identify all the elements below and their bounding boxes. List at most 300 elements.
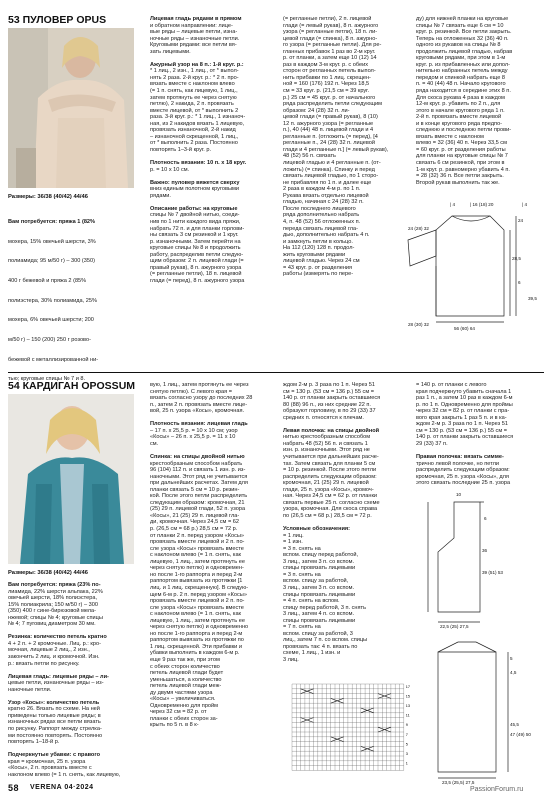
text-line: края подчеркнуто убавить сначала 1 [416,388,512,395]
text-line: образом: 24 (28) 32 п. ли- [283,107,350,114]
text-line: связать первые 25 п. согласно схеме [283,499,380,506]
text-line: изнаночных рядах все петли вязать [8,719,101,726]
line: Вам потребуется: пряжа 1 (82% [8,219,96,226]
label-5: 5 [510,656,513,661]
text-line: через снятую петлю) и одновремен- [150,565,244,572]
text-line: = 4 п. снять на вспом. [283,598,340,605]
text-line: Для скоса рукава 4 раза в каждом [416,94,505,101]
text-line: связать 6 см резинкой, при этом в [416,160,505,167]
text-line: 15% полиакрила; 150 м/50 г) – 300 [8,601,98,608]
chart-row-number: 13 [405,704,411,708]
text-line: вого края закрыть 1 раз 5 п. и в ка- [416,414,507,421]
text-line: кой. После этого петли распределить [150,493,248,500]
pullover-schematic [404,196,548,336]
text-line: р. изнаночными. Затем перейти на [150,238,241,245]
instructions-col2-54 [150,382,280,729]
text-line: р. (26,5 см = 68 р.) 28,5 см = 72 р. [150,526,238,533]
line: бежевой с металлизированной ни- [8,356,99,363]
text-line: нять 2 раза. 2-й круг. р.: * 2 п. про- [150,74,239,81]
text-line: повторять 1–18-й р. [8,739,60,746]
text-line: Резинка: количество петель кратно [8,634,107,641]
text-line: = 10 р. резинкой. После этого петли [283,467,377,474]
label-10: 10 [456,492,462,497]
text-line: ди, кромочная. Через 24,5 см = 62 [150,519,239,526]
text-line: 3 лиц. [283,656,299,663]
text-line: но после 1-го раппорта и перед 2-м [150,630,243,637]
label-36: 36 [482,548,488,553]
text-line: переда связать лицевой гла- [283,225,358,232]
text-line: 140 р. от планки закрыть оставшиеся [416,434,514,441]
section-title-53 [8,14,106,26]
text-line: изн. р. изнаночными. Этот ряд не [283,447,370,454]
text-line: Подчеркнутые убавки: с правого [8,752,101,759]
text-line: ряда распределить петли следующим [283,101,382,108]
text-line: = 43 круг. р. от разделения [283,264,353,271]
text-line: петель лицевой глади будет [150,670,224,677]
text-line: Рукава вязать отдельно лицевой [283,192,369,199]
text-line: п. = 40 (44) 48 п. Начало кругового [416,81,506,88]
chart-row-number: 11 [405,713,410,718]
text-line: лицевую, 1 лиц., затем протянуть ее [150,558,245,565]
text-line: планки связать 5 см = 10 р. резин- [150,486,240,493]
text-line: средних п. относятся к плечам. [283,414,364,421]
text-line: вязать согласно узору до последних 28 [150,395,253,402]
text-line: круговыми рядами, при этом в 1-м [416,55,506,62]
text-line: раз 1 п., а затем 10 раз в каждом 6-м [416,395,513,402]
cable-cross-symbol [361,746,374,751]
text-line: лиамида, 22% шерсти альпака, 22% [8,588,103,595]
cables-chart-grid [284,680,414,778]
text-line: раза. 3-й круг. р.: * 1 лиц., 1 изнаноч- [150,114,246,121]
cable-cross-symbol [301,718,314,723]
text-line: № 4; 7 пуговиц диаметром 30 мм. [8,621,96,628]
cables-chart [284,680,414,778]
text-line: цевой глади (= спинка), 8 п. ажурно- [283,35,378,42]
cable-cross-symbol [378,694,391,699]
section-number: 53 [8,14,20,26]
text-line: Плотность вязания: 10 п. х 18 круг. [150,160,247,167]
text-line: Узор «Косы»: количество петель [8,699,100,706]
text-line: = 3 п. снять на [283,545,321,552]
text-line: (= регланные петли), 2 п. лицевой [283,16,372,22]
text-line: Правая полочка: вязать симме- [416,454,504,461]
text-line: узора (= регланные петли), 18 п. ли- [283,29,378,36]
cardigan-schematic-drawing [418,492,546,782]
text-line: лиц., затем 7 п. со вспом. спицы [283,637,368,644]
text-line: п.), 40 (44) 48 п. лицевой глади и 4 [283,127,374,134]
top-label-1: | 4 [450,202,456,207]
text-line: нжевой; спицы № 4; круговые спицы [8,614,103,621]
text-line: кромочная, 25 п. узора «Косы», для [416,473,509,480]
text-line: Описание работы: на круговые [150,205,238,212]
text-line: убавки выполнить в каждом 6-м р. [150,650,240,657]
cable-cross-symbol [331,698,344,703]
text-line: трично левой полочке, но петли [416,460,500,467]
text-line: провязать вместе лицевой и 2 п. по- [150,539,245,546]
text-line: от * выполнить 2 раза. Постоянно [150,140,238,147]
chart-row-number: 9 [405,723,408,728]
section-divider [8,372,544,373]
text-line: 48 (52) 56 п. связать [283,153,336,160]
text-line: продолжить лицевой гладью, набрав [416,48,513,55]
text-line: 80 (88) 96 п., из них средние 22 п. [283,401,371,408]
text-line: = 60 круг. р. от разделения работы [416,146,506,153]
page-number: 58 [8,783,20,793]
sleeve-label: 24 (28) 32 [408,226,429,231]
top-label-2: | 16 (18) 20 [470,202,494,207]
chart-row-number: 17 [405,684,411,689]
text-line: (350) 400 г сине-бирюзовой мела- [8,608,97,615]
text-line: и замкнуть петли в кольцо. [283,238,353,245]
text-line: ждом 2-м р. 3 раза по 1 п. Через 51 [283,382,375,388]
text-line: раппортом вывязать из протяжки по [150,637,244,644]
cable-cross-symbol [361,708,374,713]
label-4-5: 4,5 [510,670,517,675]
text-line: вязать вместе с наклоном [416,133,484,140]
materials-block-54 [8,582,148,778]
text-line: но после 1-го раппорта и перед 2-м [150,571,243,578]
section-name: ПУЛОВЕР OPUS [22,14,107,26]
text-line: ная, из 2 накидов вязать 1 лицевую, [150,120,245,127]
text-line: схеме, 1 лиц., 1 изн. и [283,650,341,657]
cardigan-schematic [418,492,546,785]
text-line: дью, дополнительно набрать 4 п. [283,232,370,239]
text-line: этого связать последние 25 п. узора [416,480,511,487]
text-line: лицевую, 1 лиц., затем протянуть ее [150,617,245,624]
text-line: сле узора «Косы» провязать вместе [150,545,244,552]
text-line: (= регланные петли), 18 п. лицевой [150,271,242,278]
text-line: вязать вместе с наклоном влево [150,81,235,88]
text-line: 140 р. от планки закрыть оставшиеся [283,395,381,402]
text-line: спицы № 7 связать еще 6 см = 10 [416,22,504,29]
text-line: с наклоном влево (= 1 п. снять, как [150,611,242,618]
text-line: ду двумя частями узора [150,689,213,696]
text-line: см. [150,440,159,447]
text-line: см = 130 р. (53 см = 136 р.) 55 см = [416,427,507,434]
text-line: р. = 10 х 10 см. [150,166,190,173]
text-line: влево = 32 (36) 40 п. Через 33,5 см [416,140,507,147]
section-number: 54 [8,380,20,392]
line: 400 г бежевой и пряжа 2 (85% [8,278,87,285]
text-line: с обеих сторон количество [150,663,220,670]
instructions-col3-54 [283,382,413,664]
label-width: 22,5 (25) 27,5 [440,624,469,629]
text-line: р. от планки, а затем еще 10 (12) 14 [283,55,377,62]
text-line: «Косы», 2 п. провязать вместе с [8,765,92,772]
text-line: кромочная, 21 (25) 29 п. лицевой [283,480,369,487]
text-line: затем протянуть ее через снятую [150,94,237,101]
text-line: правый рукав), 8 п. ажурного узора [150,264,242,271]
sizes-label-53: Размеры: 36/38 (40/42) 44/46 [8,194,88,200]
text-line: р. по 1 п. Одновременно для проймы [416,401,513,408]
text-line: спицу перед работой, 3 п. снять [283,604,367,611]
cable-cross-symbol [301,689,314,694]
text-line: цевые петли, изнаночные ряды – из- [8,680,104,687]
text-line: 4, п. 48 (52) 56 отложенных п. [283,218,361,225]
text-line: = 1 лиц. [283,532,304,539]
instructions-col3-53 [283,16,413,278]
text-line: 2-й п. провязать вместе лицевой [416,114,502,121]
text-line: Важно: пуловер вяжется сверху [150,179,240,186]
text-line: 12-м круг. р. убавить по 2 п., для [416,101,501,108]
text-line: от планки 2 п. перед узором «Косы» [150,532,245,539]
text-line: 29 (33) 37 п. [416,440,448,447]
text-line: еще 9 раз так же, при этом [150,656,220,663]
text-line: этого в начале кругового ряда 1 п. [416,107,505,114]
sizes-label-54: Размеры: 36/38 (40/42) 44/46 [8,570,88,576]
text-line: образуют горловину, в по 29 (33) 37 [283,408,376,415]
text-line: спицы провязать лицевыми [283,591,356,598]
label-len2: 47 (49) 50 [510,732,531,737]
chart-row-number: 7 [405,732,408,737]
label-6: 6 [484,516,487,521]
text-line: края = кромочная, 25 п. узора [8,758,86,765]
text-line: сле узора «Косы» провязать вместе [150,604,244,611]
pullover-photo-illustration [8,28,134,188]
text-line: Вам потребуется: пряжа (23% по- [8,582,101,588]
text-line: р.) 25 см = 45 круг. р. от начального [283,94,376,101]
text-line: ряда дополнительно набрать [283,212,360,219]
text-line: раппортом вывязать из протяжки [1 [150,578,243,585]
text-line: раз в каждом 3-м круг. р. с обеих [283,61,368,68]
text-line: уменьшаться, а количество [150,676,222,683]
text-line: следующим образом: кромочная, 21 [150,499,245,506]
line: мохера, 15% овечьей шерсти, 3% [8,238,96,245]
text-line: лиц. и 1 лиц. скрещенную]. В следую- [150,584,249,591]
cardigan-photo-illustration [8,394,134,564]
section-name: КАРДИГАН OPOSSUM [22,380,136,392]
right-label-2: 6 [518,280,521,285]
text-line: петлю), 2 накида, 2 п. провязать [150,101,234,108]
text-line: жить круговыми рядами [283,251,346,258]
model-photo-pullover [8,28,134,188]
text-line: = 7 п. снять на [283,624,321,631]
text-line: * 1 лиц., 2 изн., 1 лиц., от * выпол- [150,68,239,75]
text-line: круг. р. резинкой. Все петли закрыть. [416,29,512,36]
text-line: 3 лиц., затем 3 п. со вспом. [283,558,355,565]
text-line: через снятую петлю) и одновременно [150,624,249,631]
magazine-name: VERENA 04·2024 [30,784,94,791]
text-line: 96 (104) 112 п. и связать 1 изн. р. из- [150,467,246,474]
text-line: регланные п. (отложить (= перед), [4 [283,133,378,140]
site-watermark: PassionForum.ru [470,786,524,793]
text-line: вые ряды – лицевые петли, изна- [150,29,238,36]
text-line: мочная, лицевые 2 лиц., 2 изн., [8,647,90,654]
text-line: зать лицевыми. [150,48,191,55]
text-line: передом и спинкой набрать еще 8 [416,74,505,81]
text-line: «Косы», 21 (25) 29 п. лицевой гла- [150,512,240,519]
text-line: глади, 25 п. узора «Косы», кромоч- [283,486,374,493]
text-line: крыть по 5 п. в 8 к- [150,722,199,729]
text-line: повторять 1–3-й круг. р. [150,146,212,153]
text-line: = 28 (32) 36 п. Все петли закрыть. [416,173,504,180]
text-line: узора, кромочная. Для скоса справа [283,506,378,513]
top-label-3: | 4 [522,202,528,207]
text-line: п., затем 2 п. провязать вместе лице- [150,401,248,408]
bottom-right-label: 56 (60) 64 [454,326,475,331]
text-line: круговые спицы № 8 и продолжить [150,245,241,252]
text-line: = 1 изн. [283,539,303,546]
line: мохера, 6% овечьей шерсти; 200 [8,317,94,324]
text-line: кратно 26. Вязать по схеме. На ней [8,706,100,713]
text-line: тах. Затем связать для планки 5 см [283,460,376,467]
chart-row-number: 5 [405,742,408,747]
text-line: петель лицевой глади меж- [150,683,222,690]
text-line: закончить 2 лиц. и кромочной. Изн. [8,654,100,661]
label-45-5: 45,5 [510,722,519,727]
text-line: и в конце кругового ряда предпо- [416,120,503,127]
text-line: спицы провязать лицевыми [283,565,356,572]
text-line: После последнего лицевого [283,205,356,212]
text-line: вую, 1 лиц., затем протянуть ее через [150,382,249,388]
text-line: (25) 29 п. лицевой глади, 52 п. узора [150,506,246,513]
text-line: – изнаночной скрещенной, 1 лиц., [150,133,239,140]
text-line: вспом. спицу перед работой, [283,552,359,559]
text-line: и обратном направлении: лице- [150,22,233,29]
text-line: по (26,5 см = 68 р.) 28,5 см = 72 р. [283,512,372,519]
text-line: ны связать 3 см резинкой и 1 круг. [150,232,239,239]
text-line: наночными. Этот ряд не учитывается [150,473,248,480]
text-line: следнюю и последнюю петли прови- [416,127,512,134]
section-title-54 [8,380,135,392]
text-line: 2 раза в каждом 4-м р. по 1 п. [283,186,361,193]
text-line: набрать 48 (52) 56 п. и связать 1 [283,440,368,447]
text-line: овечьей шерсти, 18% полиэстера, [8,595,98,602]
text-line: гладью, начиная с 24 (28) 32 п. [283,199,364,206]
text-line: с наклоном влево (= 1 п. снять, как [150,552,242,559]
text-line: гланных прибавок 1 раз во 2-м круг. [283,48,376,55]
text-line: через 32 см = 82 р. от планки с пра- [416,408,510,415]
label-len: 39 (51) 53 [482,570,503,575]
text-line: 4 + 2 п. + 2 кромочные. Лиц. р.: кро- [8,640,101,647]
text-line: Спинка: на спицы двойной нитью [150,454,245,461]
text-line: вспом. спицу за работой, 3 [283,630,353,637]
text-line: планки с обеих сторон за- [150,715,218,722]
cable-cross-symbol [331,737,344,742]
text-line: щим образом: 2 п. лицевой глади (= [150,258,244,265]
text-line: распределить следующим образом: [416,467,510,474]
text-line: рядами. [150,192,171,199]
cable-cross-symbol [378,727,391,732]
text-line: набрать 72 п. и для планки горлови- [150,225,245,232]
text-line: наночные петли. [8,686,52,693]
text-line: одного из рукавов на спицы № 8 [416,42,501,49]
text-line: На 112 (120) 128 п. продол- [283,245,355,252]
line: м/50 г) – 150 (200) 250 г розово- [8,336,91,343]
text-line: нить прибавки по 1 лиц. скрещен- [283,74,371,81]
text-line: не прибавляя по 1 п. и далее еще [283,179,372,186]
chart-row-number: 3 [405,752,408,756]
text-line: Одновременно для пройм [150,702,219,709]
text-line: по рисунку. Раппорт между стрелка- [8,726,102,733]
text-line: вспом. спицу за работой, [283,578,349,585]
text-line: приведены только лицевые ряды; в [8,712,101,719]
bottom-left-label: 28 (30) 32 [408,322,429,327]
text-line: р.: вязать петли по рисунку. [8,660,80,667]
text-line: вой, 25 п. узора «Косы», кромочная. [150,408,245,415]
text-line: ждом 2-м р. 3 раза по 1 п. Через 51 [416,421,508,428]
text-line: нительно набранных петель между [416,68,508,75]
text-line: вниз единым полотном круговыми [150,186,239,193]
text-line: ная. Через 24,5 см = 62 р. от планки [283,493,378,500]
right-label-3: 39,5 [528,296,537,301]
text-line: спицы № 7 двойной нитью, соеди- [150,212,240,219]
text-line: Условные обозначения: [283,526,351,533]
text-line: см = 130 р. (53 см = 136 р.) 55 см = [283,388,374,395]
text-line: ной = 160 (176) 192 п. Через 18,5 [283,81,370,88]
right-label-1: 24 [518,218,524,223]
chart-row-number: 1 [405,761,408,766]
text-line: 3 лиц., затем 4 п. со вспом. [283,611,355,618]
text-line: (= 1 п. снять, как лицевую, 1 лиц., [150,88,238,95]
text-line: глади и 4 регланные п.] (= левый рукав), [283,146,389,153]
text-line: 12 п. ажурного узора (= регланные [283,120,374,127]
instructions-col2-53 [150,16,280,284]
text-line: провязать так: 4 п. вязать по [283,643,358,650]
text-line: лицевой гладью. Через 24 см [283,258,360,265]
text-line: «Косы» – 26 п. х 25,5 р. = 11 х 10 [150,434,236,441]
text-line: ду) для нижней планки на круговые [416,16,509,22]
label-bottom: 23,5 (25,5) 27,5 [442,780,475,785]
text-line: Лицевая гладь рядами в прямом [150,16,242,22]
text-line: учитывается при дальнейших расче- [283,454,379,461]
text-line: лицевой гладью и 4 регланные п. (от- [283,160,381,167]
text-line: при дальнейших расчетах. Затем для [150,480,248,487]
text-line: снятую петлю). С левого края = [150,388,232,395]
text-line: связать лицевой гладью, по 1 сторо- [283,173,379,180]
instructions-col4-54 [416,382,546,487]
text-line: наклоном влево (= 1 п. снять, как лицевую, [8,771,121,778]
text-line: ночные ряды – изнаночные петли. [150,35,240,42]
text-line: сторон от регланных петель выпол- [283,68,376,75]
text-line: Второй рукав выполнить так же. [416,179,500,186]
text-line: крестообразным способом набрать [150,460,243,467]
text-line: см = 33 круг. р. (21,5 см = 39 круг. [283,88,370,95]
text-line: = 140 р. от планки с левого [416,382,487,388]
text-line: Теперь на отложенных 32 (36) 40 п. [416,35,509,42]
instructions-col4-53 [416,16,546,186]
text-line: нитью крестообразным способом [283,434,371,441]
model-photo-cardigan [8,394,134,564]
text-line: = 3 п. снять на [283,571,321,578]
text-line: Левая полочка: на спицы двойной [283,427,380,434]
text-line: «Косы» – увеличиваться. [150,696,216,703]
text-line: ряда находится в середине этих 8 п. [416,88,511,95]
text-line: глади (= перед), 8 п. ажурного узора [150,277,245,284]
text-line: работы (измерять по пере- [283,271,354,278]
text-line: вместе лицевой, от * выполнить 2 [150,107,239,114]
text-line: Лицевая гладь: лицевые ряды – ли- [8,673,109,680]
text-line: провязать изнаночной, 2-й накид [150,127,236,134]
text-line: 3 лиц., затем 3 п. со вспом. [283,584,355,591]
text-line: регланные п., 24 (28) 32 п. лицевой [283,140,376,147]
text-line: цевой глади (= правый рукав), 8 (10) [283,114,378,121]
pullover-schematic-drawing [404,196,548,336]
line: полиамида; 95 м/50 г) – 300 (350) [8,258,95,265]
line: тью; круговые спицы № 7 и 8. [8,376,86,383]
chart-row-number: 15 [405,694,411,699]
text-line: ложить) (= спинка). Спинку и перед [283,166,375,173]
text-line: работу, распределив петли следую- [150,251,244,258]
text-line: для планки на круговые спицы № 7 [416,153,508,160]
text-line: Круговыми рядами: все петли вя- [150,42,237,49]
line: полиэстера, 30% полиамида, 25% [8,297,97,304]
text-line: щем 6-м р. 2 п. перед узором «Косы» [150,591,247,598]
text-line: спицы провязать лицевыми [283,617,356,624]
text-line: 1 лиц. скрещенной. Эти прибавки и [150,643,242,650]
text-line: провязать вместе лицевой и 2 п. по- [150,598,245,605]
text-line: нив по 1 нити каждого вида пряжи, [150,218,241,225]
